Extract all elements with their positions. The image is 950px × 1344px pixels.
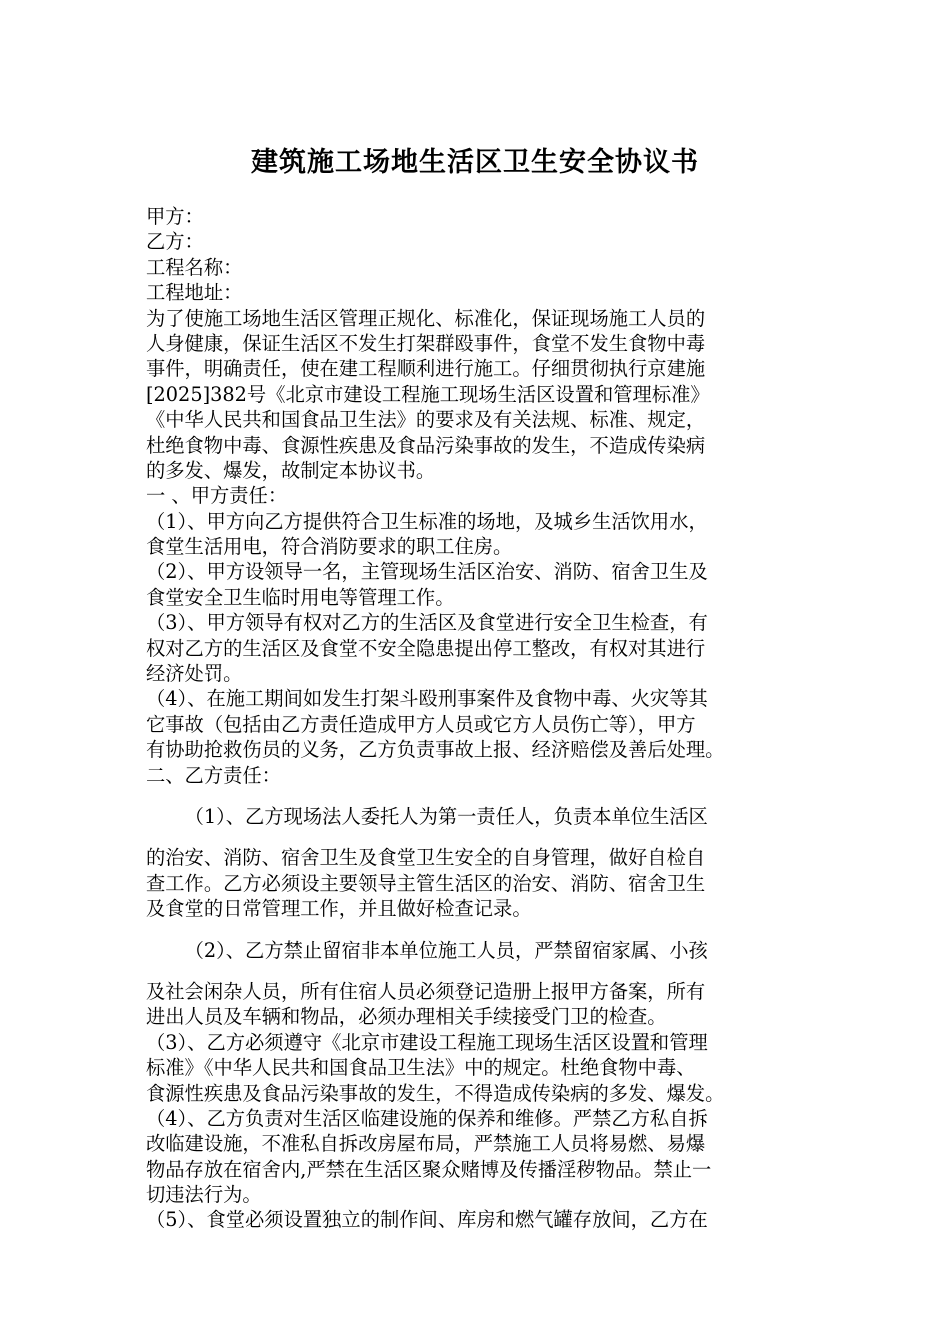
clause-line: （1）、乙方现场法人委托人为第一责任人，负责本单位生活区	[184, 804, 708, 828]
intro-line: 《中华人民共和国食品卫生法》的要求及有关法规、标准、规定，	[146, 408, 706, 432]
clause-line: 物品存放在宿舍内,严禁在生活区聚众赌博及传播淫秽物品。禁止一	[146, 1157, 712, 1181]
intro-line: 杜绝食物中毒、食源性疾患及食品污染事故的发生，不造成传染病	[146, 433, 706, 457]
clause-line: 权对乙方的生活区及食堂不安全隐患提出停工整改，有权对其进行	[146, 636, 706, 660]
clause-line: 改临建设施，不准私自拆改房屋布局，严禁施工人员将易燃、易爆	[146, 1132, 706, 1156]
clause-line: 食源性疾患及食品污染事故的发生，不得造成传染病的多发、爆发。	[146, 1081, 725, 1105]
project-name-field: 工程名称：	[146, 255, 243, 279]
clause-line: 的治安、消防、宿舍卫生及食堂卫生安全的自身管理，做好自检自	[146, 846, 706, 870]
clause-line: （1）、甲方向乙方提供符合卫生标准的场地，及城乡生活饮用水，	[146, 509, 708, 533]
clause-line: （2）、乙方禁止留宿非本单位施工人员，严禁留宿家属、小孩	[184, 938, 708, 962]
clause-line: 标准》《中华人民共和国食品卫生法》中的规定。杜绝食物中毒、	[146, 1056, 696, 1080]
intro-line: 人身健康，保证生活区不发生打架群殴事件，食堂不发生食物中毒	[146, 331, 706, 355]
intro-paragraph	[146, 306, 812, 484]
intro-line: [2025]382号《北京市建设工程施工现场生活区设置和管理标准》	[146, 382, 710, 406]
party-b-field: 乙方：	[146, 230, 204, 254]
clause-line: 进出人员及车辆和物品，必须办理相关手续接受门卫的检查。	[146, 1005, 667, 1029]
clause-line: （5）、食堂必须设置独立的制作间、库房和燃气罐存放间，乙方在	[146, 1208, 708, 1232]
section-b-item-2	[146, 938, 812, 1030]
clause-line: （2）、甲方设领导一名，主管现场生活区治安、消防、宿舍卫生及	[146, 560, 708, 584]
clause-line: 食堂生活用电，符合消防要求的职工住房。	[146, 535, 513, 559]
clause-line: 及食堂的日常管理工作，并且做好检查记录。	[146, 897, 532, 921]
section-b-item-1	[146, 804, 812, 922]
document-title: 建筑施工场地生活区卫生安全协议书	[251, 147, 699, 178]
clause-line: 有协助抢救伤员的义务，乙方负责事故上报、经济赔偿及善后处理。	[146, 738, 725, 762]
spacer	[146, 963, 812, 979]
section-a-item-2	[146, 559, 812, 610]
clause-line: 经济处罚。	[146, 662, 243, 686]
intro-line: 为了使施工场地生活区管理正规化、标准化，保证现场施工人员的	[146, 306, 706, 330]
clause-line: 查工作。乙方必须设主要领导主管生活区的治安、消防、宿舍卫生	[146, 871, 706, 895]
section-b-item-3	[146, 1030, 812, 1106]
clause-line: 切违法行为。	[146, 1183, 262, 1207]
spacer	[146, 788, 812, 804]
document-body	[146, 204, 812, 1233]
clause-line: （3）、甲方领导有权对乙方的生活区及食堂进行安全卫生检查，有	[146, 611, 708, 635]
intro-line: 的多发、爆发，故制定本协议书。	[146, 458, 436, 482]
section-b-item-5	[146, 1207, 812, 1232]
clause-line: 及社会闲杂人员，所有住宿人员必须登记造册上报甲方备案，所有	[146, 979, 706, 1003]
party-a-field: 甲方：	[146, 205, 204, 228]
intro-line: 事件，明确责任，使在建工程顺利进行施工。仔细贯彻执行京建施	[146, 357, 706, 381]
clause-line: 它事故（包括由乙方责任造成甲方人员或它方人员伤亡等），甲方	[146, 712, 696, 736]
clause-line: （4）、在施工期间如发生打架斗殴刑事案件及食物中毒、火灾等其	[146, 687, 708, 711]
clause-line: （3）、乙方必须遵守《北京市建设工程施工现场生活区设置和管理	[146, 1030, 708, 1054]
section-a-item-3	[146, 610, 812, 686]
project-address-field: 工程地址：	[146, 281, 243, 305]
section-a-heading: 一 、甲方责任：	[146, 484, 288, 508]
section-a-item-1	[146, 509, 812, 560]
spacer	[146, 922, 812, 938]
clause-line: 食堂安全卫生临时用电等管理工作。	[146, 585, 455, 609]
section-b-heading: 二、乙方责任：	[146, 763, 281, 787]
spacer	[146, 829, 812, 845]
clause-line: （4）、乙方负责对生活区临建设施的保养和维修。严禁乙方私自拆	[146, 1106, 708, 1130]
section-b-item-4	[146, 1106, 812, 1208]
section-a-item-4	[146, 686, 812, 762]
